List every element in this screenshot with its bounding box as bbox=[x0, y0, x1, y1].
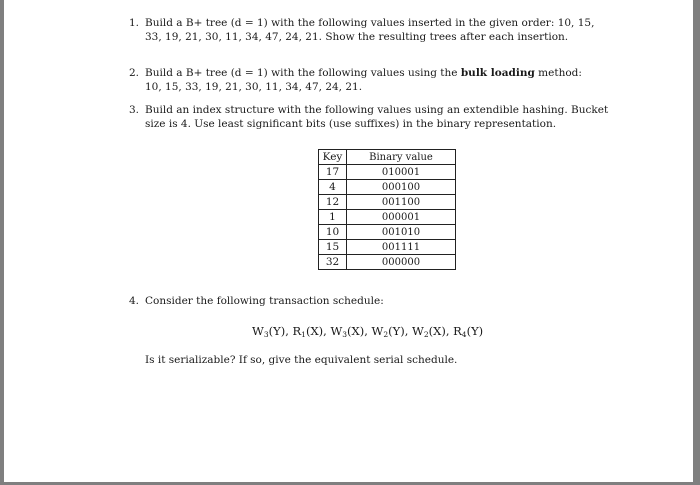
data-item: (Y) bbox=[466, 324, 484, 338]
key-cell: 15 bbox=[319, 240, 347, 255]
separator: , bbox=[445, 324, 454, 338]
operation-type: W bbox=[330, 324, 343, 338]
table-row bbox=[319, 180, 456, 195]
binary-value-cell: 000001 bbox=[347, 210, 456, 225]
question-number: 2. bbox=[129, 67, 140, 79]
column-header-key: Key bbox=[319, 150, 347, 165]
operation-type: W bbox=[412, 324, 424, 338]
transaction-schedule bbox=[252, 324, 483, 339]
table-row bbox=[319, 210, 456, 225]
data-item: (X) bbox=[347, 324, 365, 338]
operation-type: W bbox=[371, 324, 384, 338]
column-header-binary: Binary value bbox=[347, 150, 456, 165]
schedule-operation bbox=[293, 324, 331, 338]
question-text-line: Build a B+ tree (d = 1) with the following values inserted in the given order: 10, 15, bbox=[145, 17, 595, 29]
schedule-operation bbox=[412, 324, 453, 338]
binary-value-cell: 001010 bbox=[347, 225, 456, 240]
data-item: (X) bbox=[428, 324, 446, 338]
binary-value-cell: 001100 bbox=[347, 195, 456, 210]
data-item: (Y) bbox=[388, 324, 405, 338]
question-number: 3. bbox=[129, 104, 140, 116]
table-row bbox=[319, 240, 456, 255]
question-text-line: 33, 19, 21, 30, 11, 34, 47, 24, 21. Show the resulting trees after each insertion. bbox=[145, 31, 569, 43]
transaction-id: 3 bbox=[263, 330, 269, 339]
question-number: 4. bbox=[129, 295, 140, 307]
binary-value-cell: 010001 bbox=[347, 165, 456, 180]
table-row bbox=[319, 195, 456, 210]
schedule-operation bbox=[330, 324, 371, 338]
question-text-line bbox=[145, 66, 582, 80]
data-item: (X) bbox=[305, 324, 324, 338]
question-number: 1. bbox=[129, 17, 140, 29]
question-text-line: Build an index structure with the following values using an extendible hashing. Bucket bbox=[145, 104, 609, 116]
question-text-line: Consider the following transaction schedule: bbox=[145, 295, 384, 307]
serializability-question: Is it serializable? If so, give the equivalent serial schedule. bbox=[145, 354, 458, 366]
question-text-line: size is 4. Use least significant bits (use suffixes) in the binary representation. bbox=[145, 118, 557, 130]
schedule-operation bbox=[252, 324, 293, 338]
key-cell: 32 bbox=[319, 255, 347, 270]
table-row bbox=[319, 165, 456, 180]
binary-value-cell: 001111 bbox=[347, 240, 456, 255]
key-cell: 17 bbox=[319, 165, 347, 180]
separator: , bbox=[364, 324, 372, 338]
table-header-row bbox=[319, 150, 456, 165]
text-segment: method: bbox=[534, 67, 582, 79]
key-cell: 1 bbox=[319, 210, 347, 225]
text-segment: Build a B+ tree (d = 1) with the following values using the bbox=[145, 67, 461, 79]
document-page bbox=[4, 0, 693, 482]
key-cell: 12 bbox=[319, 195, 347, 210]
operation-type: R bbox=[453, 324, 462, 338]
separator: , bbox=[285, 324, 293, 338]
separator: , bbox=[323, 324, 331, 338]
binary-value-cell: 000100 bbox=[347, 180, 456, 195]
operation-type: R bbox=[292, 324, 302, 338]
operation-type: W bbox=[252, 324, 264, 338]
transaction-id: 3 bbox=[342, 330, 348, 339]
key-cell: 4 bbox=[319, 180, 347, 195]
transaction-id: 2 bbox=[423, 330, 429, 339]
table-row bbox=[319, 255, 456, 270]
question-text-line: 10, 15, 33, 19, 21, 30, 11, 34, 47, 24, 21. bbox=[145, 81, 363, 93]
schedule-operation bbox=[453, 324, 483, 338]
bold-term: bulk loading bbox=[460, 67, 535, 79]
transaction-id: 1 bbox=[301, 330, 306, 339]
table-row bbox=[319, 225, 456, 240]
key-cell: 10 bbox=[319, 225, 347, 240]
separator: , bbox=[404, 324, 413, 338]
data-item: (Y) bbox=[268, 324, 286, 338]
transaction-id: 2 bbox=[383, 330, 389, 339]
hash-key-table bbox=[318, 149, 456, 270]
binary-value-cell: 000000 bbox=[347, 255, 456, 270]
transaction-id: 4 bbox=[461, 330, 467, 339]
schedule-operation bbox=[372, 324, 413, 338]
